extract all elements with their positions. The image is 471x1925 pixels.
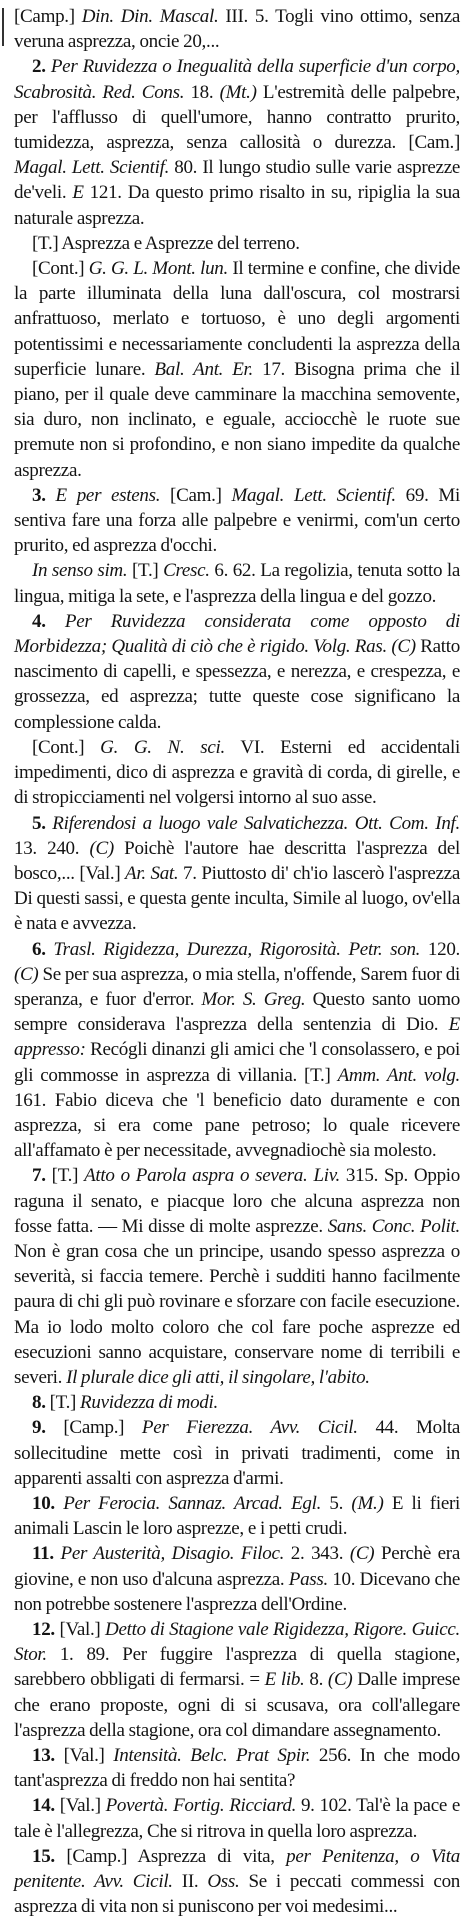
entry-paragraph: [14, 1541, 460, 1617]
body-text: 10. Dicevano che non potrebbe sostenere l'asprezza dell'Ordine.: [14, 1568, 460, 1615]
body-text: Ratto nascimento di capelli, e spessezza, e nerezza, e crespezza, e grossezza, ed asprezza; tutte queste cose significano la complessione calda.: [14, 636, 460, 733]
italic-text: Per Austerità, Disagio. Filoc.: [60, 1543, 285, 1565]
body-text: Recógli dinanzi gli amici che 'l consolassero, e poi gli commosse in asprezza di villania. [T.]: [14, 1039, 460, 1086]
body-text: Se per sua asprezza, o mia stella, n'offende, Sarem fuor di speranza, e fuor d'error.: [14, 963, 460, 1010]
sense-number: 8.: [32, 1392, 50, 1414]
text-column: [14, 4, 460, 1919]
body-text: [Cont.]: [32, 736, 101, 758]
italic-text: (C): [349, 1543, 375, 1565]
sense-number: 3.: [32, 484, 56, 506]
body-text: 1. 89. Per fuggire l'asprezza di quella stagione, sarebbero obbligati di fermarsi. =: [14, 1644, 460, 1691]
body-text: [T.]: [49, 1392, 81, 1414]
body-text: [Camp.]: [14, 6, 82, 27]
italic-text: Ar. Sat.: [125, 862, 179, 884]
italic-text: Magal. Lett. Scientif.: [231, 484, 396, 506]
body-text: 7. Piuttosto di' ch'io lascerò l'asprezza Di questi sassi, e questa gente inculta, Simile al luogo, ov'ella è nata e avvezza.: [14, 862, 460, 935]
italic-text: (Mt.): [219, 81, 257, 103]
body-text: [Val.]: [59, 1619, 106, 1640]
italic-text: Oss.: [207, 1871, 240, 1893]
italic-text: Intensità. Belc. Prat Spir.: [113, 1745, 311, 1767]
body-text: 121. Da questo primo risalto in su, ripiglia la sua naturale asprezza.: [14, 182, 460, 229]
italic-text: G. G. L. Mont. lun.: [88, 258, 228, 280]
entry-paragraph: [14, 609, 460, 735]
body-text: 13. 240.: [14, 837, 90, 859]
entry-paragraph: [14, 811, 460, 937]
italic-text: Povertà. Fortig. Ricciard.: [105, 1795, 297, 1817]
margin-bar: [2, 8, 4, 46]
body-text: [Val.]: [63, 1745, 114, 1767]
italic-text: (C): [89, 837, 114, 859]
body-text: Non è gran cosa che un principe, usando spesso asprezza o severità, si faccia temere. Perchè i sudditi hanno facilmente paura di chi gli può rovinare e sforzare con facile esecuzione. Ma io lodo molto coloro che col fare poche asprezze ed esecuzioni sanno acquistare, conservare nome di terribili e severi.: [14, 1240, 460, 1388]
sense-number: 12.: [32, 1619, 60, 1640]
italic-text: per Penitenza, o Vita penitente. Avv. Cicil.: [14, 1845, 460, 1893]
italic-text: E: [72, 182, 84, 204]
entry-paragraph: [14, 558, 460, 608]
body-text: [T.]: [127, 560, 164, 582]
entry-paragraph: [14, 1617, 460, 1743]
italic-text: E lib.: [264, 1669, 305, 1691]
italic-text: Amm. Ant. volg.: [337, 1064, 460, 1086]
sense-number: 9.: [32, 1417, 64, 1439]
body-text: 6. 62. La regolizia, tenuta sotto la lingua, mitiga la sete, e l'asprezza della lingua e del gozzo.: [14, 560, 460, 607]
italic-text: Sans. Conc. Polit.: [327, 1215, 460, 1237]
entry-paragraph: [14, 1743, 460, 1793]
italic-text: Mor. S. Greg.: [201, 988, 306, 1010]
entry-paragraph: [14, 735, 460, 811]
body-text: 44. Molta sollecitudine mette così in privati tradimenti, come in apparenti assalti con asprezza d'armi.: [14, 1417, 460, 1489]
sense-number: 11.: [32, 1543, 61, 1565]
sense-number: 15.: [32, 1845, 67, 1867]
body-text: Perchè era giovine, e non uso d'alcuna asprezza.: [14, 1543, 460, 1590]
body-text: Questo santo uomo sempre considerava l'asprezza della sentenzia di Dio.: [14, 988, 460, 1036]
body-text: Il termine e confine, che divide la parte illuminata della luna dall'oscura, col mostrarsi anfrattuoso, merlato e tortuoso, è uno degli argomenti potentissimi e necessariamente concludenti la asprezza della superficie lunare.: [14, 258, 460, 380]
italic-text: Atto o Parola aspra o severa. Liv.: [84, 1165, 340, 1187]
sense-number: 5.: [32, 812, 53, 834]
sense-number: 6.: [32, 938, 54, 960]
sense-number: 10.: [32, 1492, 64, 1514]
body-text: Se i peccati commessi con asprezza di vita non si puniscono per voi medesimi...: [14, 1871, 461, 1918]
sense-number: 14.: [32, 1795, 60, 1817]
italic-text: Riferendosi a luogo vale Salvatichezza. Ott. Com. Inf.: [52, 812, 460, 834]
italic-text: Pass.: [288, 1568, 328, 1590]
body-text: [Camp.] Asprezza di vita,: [66, 1845, 287, 1867]
body-text: 315. Sp. Oppio raguna il senato, e piacque loro che alcuna asprezza non fosse fatta. — Mi disse di molte asprezze.: [14, 1165, 461, 1237]
entry-paragraph: [14, 54, 460, 230]
entry-paragraph: [14, 483, 460, 559]
body-text: L'estremità delle palpebre, per l'afflusso di quell'umore, hanno contratto prurito, tumidezza, asprezza, senza callosità o durezza. [Cam.]: [14, 81, 460, 154]
entry-paragraph: [14, 937, 460, 1164]
italic-text: Cresc.: [163, 560, 210, 582]
body-text: 120.: [420, 938, 460, 960]
italic-text: Il plurale dice gli atti, il singolare, l'abito.: [66, 1366, 370, 1388]
italic-text: E appresso:: [14, 1014, 460, 1061]
entry-paragraph: [14, 1415, 460, 1491]
body-text: VI. Esterni ed accidentali impedimenti, dico di asprezza e gravità di corda, di girelle, e di stropicciamenti nel volgersi intorno al suo asse.: [14, 736, 461, 809]
italic-text: E per estens.: [55, 484, 161, 506]
italic-text: G. G. N. sci.: [100, 736, 225, 758]
body-text: 256. In che modo tant'asprezza di freddo non hai sentita?: [14, 1745, 460, 1792]
italic-text: Per Ferocia. Sannaz. Arcad. Egl.: [63, 1492, 322, 1514]
body-text: 161. Fabio diceva che 'l beneficio dato duramente e con asprezza, si era come pane petroso; lo quale ricevere all'affamato è per necessitade, avvegnadiochè sia molesto.: [14, 1089, 460, 1162]
italic-text: Detto di Stagione vale Rigidezza, Rigore. Guicc. Stor.: [14, 1619, 460, 1666]
italic-text: In senso sim.: [32, 560, 128, 582]
body-text: Poichè l'autore hae descritta l'asprezza del bosco,... [Val.]: [14, 837, 460, 884]
italic-text: Bal. Ant. Er.: [154, 358, 254, 380]
italic-text: (C): [14, 963, 39, 985]
entry-paragraph: [14, 1390, 460, 1415]
italic-text: Per Ruvidezza considerata come opposto di Morbidezza; Qualità di ciò che è rigido. Volg. Ras.: [14, 610, 460, 658]
body-text: [Cam.]: [160, 484, 232, 506]
sense-number: 7.: [32, 1165, 52, 1187]
entry-paragraph: [14, 256, 460, 483]
entry-paragraph: [14, 1844, 460, 1920]
body-text: 69. Mi sentiva fare una forza alle palpebre e venirmi, com'un certo prurito, ed asprezza d'occhi.: [14, 484, 461, 557]
body-text: 8.: [304, 1669, 328, 1691]
entry-paragraph: [14, 1793, 460, 1843]
sense-number: 4.: [32, 610, 65, 632]
body-text: III. 5. Togli vino ottimo, senza veruna asprezza, oncie 20,...: [14, 6, 460, 53]
italic-text: (C): [327, 1669, 353, 1691]
body-text: 80. Il lungo studio sulle varie asprezze de'veli.: [14, 157, 460, 204]
body-text: 9. 102. Tal'è la pace e tale è l'allegrezza, Che si ritrova in quella loro asprezza.: [14, 1795, 460, 1842]
italic-text: Per Ruvidezza o Inegualità della superficie d'un corpo, Scabrosità. Red. Cons.: [14, 56, 460, 103]
entry-continuation: [14, 4, 460, 54]
entry-paragraph: [14, 1491, 460, 1541]
italic-text: Ruvidezza di modi.: [80, 1392, 218, 1414]
italic-text: (C): [391, 636, 416, 658]
body-text: Dalle imprese che erano proposte, ogni di si scusava, ora coll'allegare l'asprezza della stagione, ora col dimandare assegnamento.: [14, 1669, 460, 1741]
body-text: II.: [172, 1871, 208, 1893]
italic-text: (M.): [351, 1492, 384, 1514]
body-text: 5.: [321, 1492, 352, 1514]
body-text: [T.] Asprezza e Asprezze del terreno.: [32, 232, 300, 254]
body-text: E li fieri animali Lascin le loro asprezze, e i petti crudi.: [14, 1492, 461, 1540]
italic-text: Magal. Lett. Scientif.: [14, 157, 170, 179]
body-text: [T.]: [51, 1165, 85, 1187]
body-text: [Cont.]: [32, 258, 89, 280]
italic-text: Din. Din. Mascal.: [81, 6, 219, 27]
body-text: 18.: [184, 81, 220, 103]
sense-number: 2.: [32, 56, 51, 78]
body-text: [Val.]: [59, 1795, 106, 1817]
body-text: [Camp.]: [63, 1417, 142, 1439]
entry-paragraph: [14, 231, 460, 256]
body-text: 17. Bisogna prima che il piano, per il quale deve camminare la macchina semovente, sia duro, non inclinato, e eguale, acciocchè le ruote sue premute non si profondino, e non siano impedite da qualche asprezza.: [14, 358, 461, 481]
body-text: 2. 343.: [284, 1543, 350, 1565]
italic-text: Trasl. Rigidezza, Durezza, Rigorosità. Petr. son.: [53, 938, 421, 960]
italic-text: Per Fierezza. Avv. Cicil.: [141, 1417, 358, 1439]
entry-paragraph: [14, 1163, 460, 1390]
sense-number: 13.: [32, 1745, 64, 1767]
